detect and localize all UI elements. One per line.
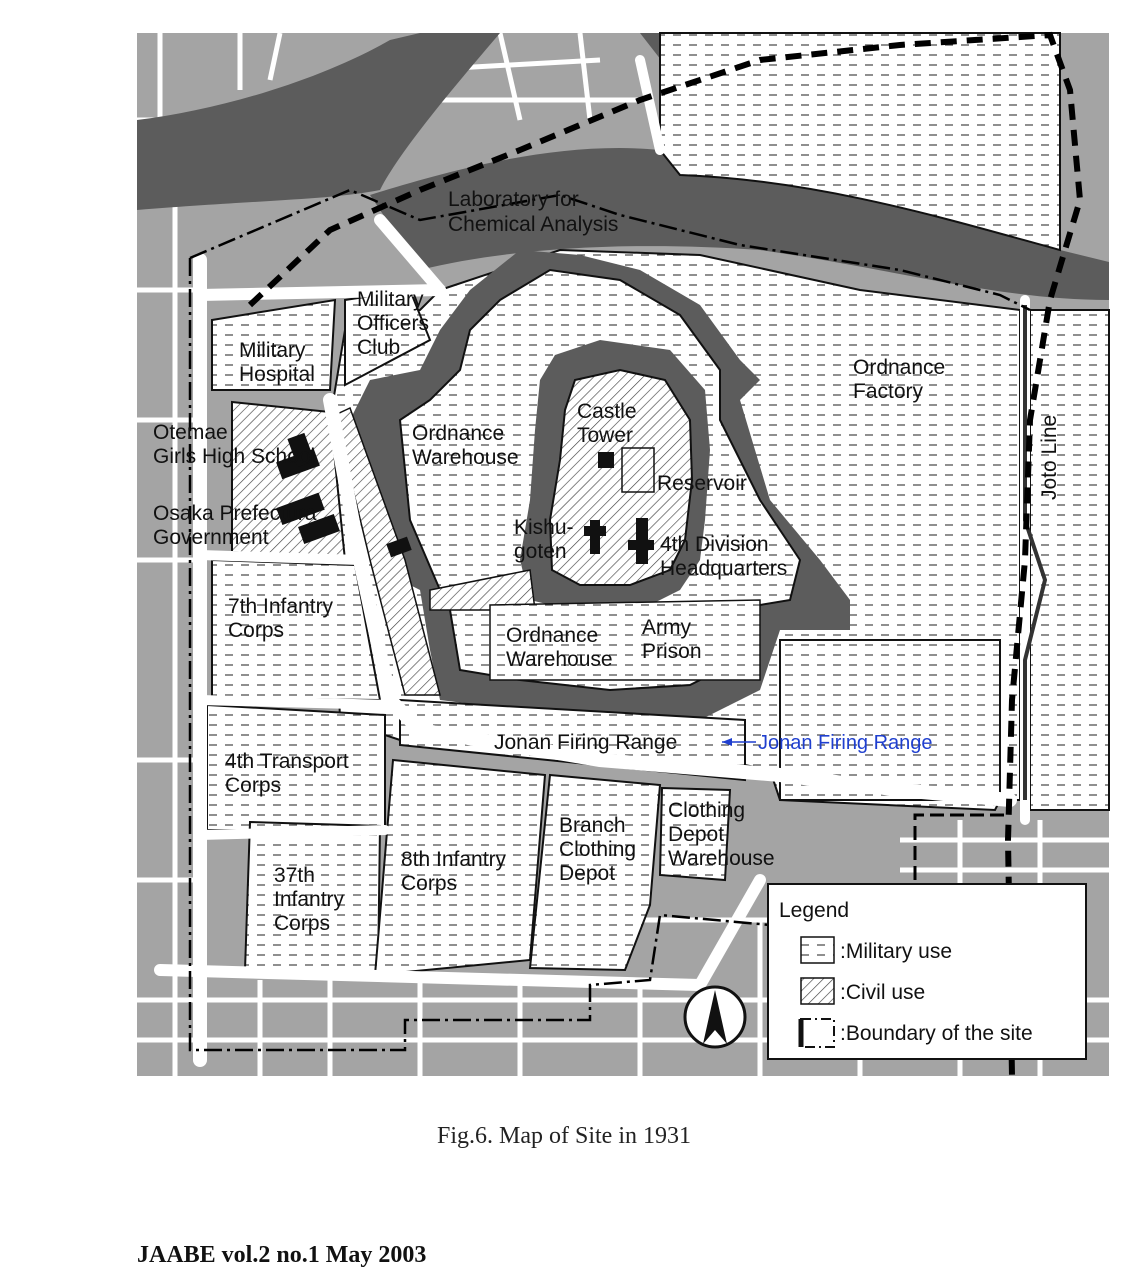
label-kishu-2: goten bbox=[514, 540, 567, 563]
label-army-prison-2: Prison bbox=[642, 640, 702, 663]
label-castle: Castle bbox=[577, 400, 637, 423]
label-officers: Military bbox=[357, 288, 424, 311]
label-division-2: Headquarters bbox=[660, 557, 788, 580]
label-ordnance-warehouse-1b: Warehouse bbox=[412, 446, 519, 469]
callout-label: Jonan Firing Range bbox=[758, 732, 933, 754]
label-4th-transport: 4th Transport bbox=[225, 750, 349, 773]
legend bbox=[768, 884, 1086, 1059]
label-osaka: Osaka Prefectura bbox=[153, 502, 317, 525]
label-osaka-2: Government bbox=[153, 526, 269, 549]
label-ordnance-warehouse-2b: Warehouse bbox=[506, 648, 613, 671]
label-otemae: Otemae bbox=[153, 421, 228, 444]
label-8th-infantry-2: Corps bbox=[401, 872, 458, 895]
legend-swatch-military bbox=[801, 937, 834, 963]
label-laboratory: Laboratory for bbox=[448, 188, 579, 211]
label-37th-3: Corps bbox=[274, 912, 331, 935]
label-ordnance-factory: Ordnance bbox=[853, 356, 946, 379]
label-hospital-2: Hospital bbox=[239, 363, 315, 386]
label-joto-line: Joto Line bbox=[1038, 414, 1061, 500]
label-37th: 37th bbox=[274, 864, 315, 887]
label-branch-2: Clothing bbox=[559, 838, 637, 861]
label-branch-3: Depot bbox=[559, 862, 616, 885]
label-clothing-2: Depot bbox=[668, 823, 725, 846]
north-arrow-icon bbox=[685, 987, 745, 1047]
label-8th-infantry: 8th Infantry bbox=[401, 848, 507, 871]
label-7th-infantry: 7th Infantry bbox=[228, 595, 334, 618]
legend-swatch-civil bbox=[801, 978, 834, 1004]
label-castle-2: Tower bbox=[577, 424, 634, 447]
label-officers-2: Officers bbox=[357, 312, 429, 335]
label-otemae-2: Girls High School bbox=[153, 445, 316, 468]
label-officers-3: Club bbox=[357, 336, 401, 359]
label-ordnance-warehouse-2: Ordnance bbox=[506, 624, 599, 647]
label-clothing: Clothing bbox=[668, 799, 746, 822]
legend-boundary: :Boundary of the site bbox=[840, 1022, 1033, 1045]
label-clothing-3: Warehouse bbox=[668, 847, 775, 870]
label-reservoir: Reservoir bbox=[657, 472, 747, 495]
label-division: 4th Division bbox=[660, 533, 769, 556]
label-kishu: Kishu- bbox=[514, 516, 574, 539]
legend-title: Legend bbox=[779, 899, 850, 922]
journal-footer: JAABE vol.2 no.1 May 2003 bbox=[137, 1242, 427, 1268]
label-hospital: Military bbox=[239, 339, 306, 362]
label-4th-transport-2: Corps bbox=[225, 774, 282, 797]
block-east-strip bbox=[1030, 310, 1109, 810]
legend-civil: :Civil use bbox=[840, 981, 926, 1004]
label-ordnance-factory-2: Factory bbox=[853, 380, 924, 403]
label-ordnance-warehouse-1: Ordnance bbox=[412, 422, 505, 445]
label-firing-range: Jonan Firing Range bbox=[494, 731, 678, 754]
label-7th-infantry-2: Corps bbox=[228, 619, 285, 642]
label-37th-2: Infantry bbox=[274, 888, 345, 911]
label-branch: Branch bbox=[559, 814, 626, 837]
label-laboratory-2: Chemical Analysis bbox=[448, 213, 619, 236]
label-army-prison: Army bbox=[642, 616, 691, 639]
legend-military: :Military use bbox=[840, 940, 953, 963]
figure-caption: Fig.6. Map of Site in 1931 bbox=[436, 1123, 691, 1149]
